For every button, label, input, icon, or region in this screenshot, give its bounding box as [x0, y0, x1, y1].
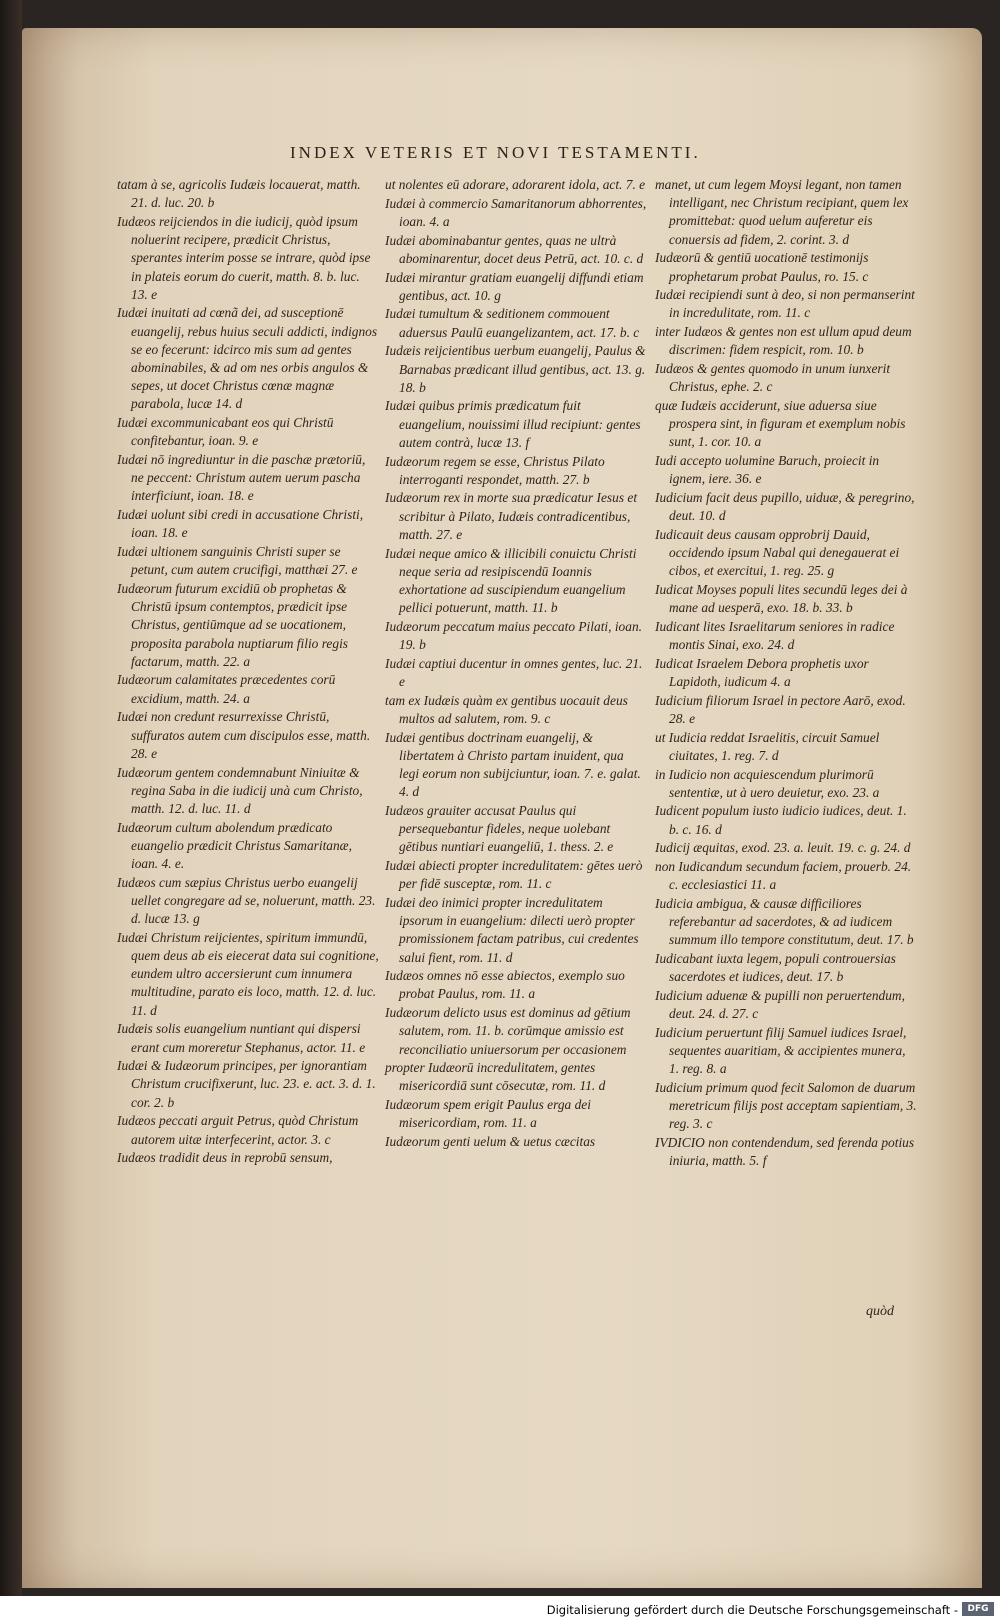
- index-entry: Iudicent populum iusto iudicio iudices, deut. 1. b. c. 16. d: [655, 803, 907, 837]
- index-entry: Iudæi & Iudæorum principes, per ignorantiam Christum crucifixerunt, luc. 23. e. act. 3. d. 1. cor. 2. b: [117, 1058, 376, 1110]
- index-entry: Iudicabant iuxta legem, populi controuersias sacerdotes et iudices, deut. 17. b: [655, 951, 896, 985]
- index-entry: Iudicat Israelem Debora prophetis uxor Lapidoth, iudicum 4. a: [655, 655, 869, 689]
- index-entry: Iudicium peruertunt filij Samuel iudices Israel, sequentes auaritiam, & accipientes munera, 1. reg. 8. a: [655, 1024, 907, 1077]
- index-entry: Iudæi inuitati ad cœnã dei, ad susceptionē euangelij, rebus huius seculi addicti, indignos se eo fecerunt: idcirco mis sum ad gentes abominabiles, & ad om nes orbis angulos & sepes, ut docet Christus cœnæ magnæ parabola, lucæ 14. d: [117, 305, 378, 412]
- dfg-logo: DFG: [962, 1602, 994, 1616]
- index-entry: Iudæi deo inimici propter incredulitatem ipsorum in euangelium: dilecti uerò propter promissionem factam patribus, cui credentes salui fient, rom. 11. d: [385, 894, 639, 965]
- index-entry: Iudæi mirantur gratiam euangelij diffundi etiam gentibus, act. 10. g: [385, 269, 644, 303]
- index-entry: Iudæorum rex in morte sua prædicatur Iesus et scribitur à Pilato, Iudæis contradicentibus, matth. 27. e: [385, 490, 638, 542]
- index-entry: Iudæorum delicto usus est dominus ad gētium salutem, rom. 11. b. corūmque amissio est reconciliatio uniuersorum per occasionem: [385, 1005, 631, 1057]
- index-entry: Iudicium primum quod fecit Salomon de duarum meretricum filijs post acceptam sapientiam, 3. reg. 3. c: [655, 1079, 917, 1132]
- index-column-1: [117, 176, 379, 1168]
- index-entry: Iudæi nō ingrediuntur in die paschæ prætoriū, ne peccent: Christum autem uerum pascha interficiunt, ioan. 18. e: [117, 452, 366, 504]
- running-head: INDEX VETERIS ET NOVI TESTAMENTI.: [290, 143, 701, 162]
- index-entry: Iudæi recipiendi sunt à deo, si non permanserint in incredulitate, rom. 11. c: [655, 287, 915, 321]
- index-entry: Iudæorū & gentiū uocationē testimonijs prophetarum probat Paulus, ro. 15. c: [655, 250, 869, 284]
- index-entry: in Iudicio non acquiescendum plurimorū sententiæ, ut à uero deuietur, exo. 23. a: [655, 766, 880, 800]
- digitization-footer: [0, 1596, 1000, 1622]
- index-entry: Iudæi Christum reijcientes, spiritum immundū, quem deus ab eis eiecerat data sui cognitione, eundem ultro accersierunt cum innumera multitudine, parato eis loco, matth. 12. d. luc. 11. d: [117, 929, 379, 1018]
- index-entry: Iudæi tumultum & seditionem commouent aduersus Paulū euangelizantem, act. 17. b. c: [385, 306, 640, 340]
- index-entry: Iudæi abominabantur gentes, quas ne ultrà abominarentur, docet deus Petrū, act. 10. c. d: [385, 232, 644, 266]
- index-entry: non Iudicandum secundum faciem, prouerb. 24. c. ecclesiastici 11. a: [655, 859, 912, 893]
- index-entry: Iudicat Moyses populi lites secundū leges dei à mane ad uesperā, exo. 18. b. 33. b: [655, 581, 908, 616]
- index-entry: Iudæos omnes nō esse abiectos, exemplo suo probat Paulus, rom. 11. a: [385, 968, 625, 1002]
- index-entry: Iudæos & gentes quomodo in unum iunxerit Christus, ephe. 2. c: [655, 361, 891, 395]
- index-entry: Iudæorum regem se esse, Christus Pilato interroganti respondet, matth. 27. b: [385, 453, 605, 487]
- index-entry: IVDICIO non contendendum, sed ferenda potius iniuria, matth. 5. f: [655, 1135, 915, 1169]
- index-entry: Iudæorum spem erigit Paulus erga dei misericordiam, rom. 11. a: [385, 1097, 591, 1131]
- index-entry: Iudæi à commercio Samaritanorum abhorrentes, ioan. 4. a: [385, 195, 647, 229]
- index-entry: Iudæis solis euangelium nuntiant qui dispersi erant cum moreretur Stephanus, actor. 11. e: [117, 1021, 366, 1055]
- index-entry: Iudæi uolunt sibi credi in accusatione Christi, ioan. 18. e: [117, 507, 364, 541]
- index-entry: tam ex Iudæis quàm ex gentibus uocauit deus multos ad salutem, rom. 9. c: [385, 692, 628, 726]
- index-entry: Iudæorum genti uelum & uetus cæcitas: [385, 1134, 596, 1150]
- index-entry: Iudæos cum sæpius Christus uerbo euangelij uellet congregare ad se, noluerunt, matth. 23. d. lucæ 13. g: [117, 874, 376, 927]
- index-entry: Iudæorum calamitates præcedentes corū excidium, matth. 24. a: [117, 672, 336, 706]
- index-entry: Iudæis reijcientibus uerbum euangelij, Paulus & Barnabas prædicant illud gentibus, act. 13. g. 18. b: [385, 343, 646, 395]
- index-entry: Iudicia ambigua, & causæ difficiliores referebantur ad sacerdotes, & ad iudicem summum illo tempore constitutum, deut. 17. b: [655, 895, 914, 948]
- index-entry: inter Iudæos & gentes non est ullum apud deum discrimen: fidem respicit, rom. 10. b: [655, 324, 912, 358]
- index-entry: Iudæi non credunt resurrexisse Christū, suffuratos autem cum discipulos esse, matth. 28. e: [117, 709, 371, 761]
- index-entry: propter Iudæorū incredulitatem, gentes misericordiā sunt cōsecutæ, rom. 11. d: [385, 1060, 606, 1094]
- index-entry: Iudicant lites Israelitarum seniores in radice montis Sinai, exo. 24. d: [655, 618, 895, 653]
- index-entry: Iudæorum peccatum maius peccato Pilati, ioan. 19. b: [385, 618, 642, 653]
- index-entry: Iudæi excommunicabant eos qui Christū confitebantur, ioan. 9. e: [117, 415, 334, 449]
- index-entry: ut nolentes eū adorare, adorarent idola, act. 7. e: [385, 177, 646, 192]
- footer-credit: Digitalisierung gefördert durch die Deutsche Forschungsgemeinschaft -: [546, 1603, 958, 1617]
- index-entry: quæ Iudæis acciderunt, siue aduersa siue prospera sint, in figuram et exemplum nobis sunt, 1. cor. 10. a: [655, 397, 906, 450]
- book-gutter: [0, 0, 22, 1596]
- index-entry: tatam à se, agricolis Iudæis locauerat, matth. 21. d. luc. 20. b: [117, 177, 361, 211]
- index-entry: Iudicium facit deus pupillo, uiduæ, & peregrino, deut. 10. d: [655, 489, 915, 524]
- index-entry: manet, ut cum legem Moysi legant, non tamen intelligant, nec Christum recipiant, quem lex promittebat: quod uelum auferetur eis conuersis ad fidem, 2. corint. 3. d: [655, 177, 909, 247]
- index-entry: Iudæos peccati arguit Petrus, quòd Christum autorem uitæ interfecerint, actor. 3. c: [117, 1113, 359, 1147]
- index-entry: ut Iudicia reddat Israelitis, circuit Samuel ciuitates, 1. reg. 7. d: [655, 729, 880, 763]
- index-entry: Iudæos grauiter accusat Paulus qui persequebantur fideles, neque uolebant gētibus nuntiari euangeliū, 1. thess. 2. e: [385, 802, 614, 855]
- index-entry: Iudæi captiui ducentur in omnes gentes, luc. 21. e: [385, 655, 643, 689]
- index-entry: Iudæos tradidit deus in reprobū sensum,: [117, 1150, 333, 1166]
- catchword: quòd: [866, 1304, 894, 1319]
- index-entry: Iudæi neque amico & illicibili conuictu Christi neque seria ad resipiscendū Ioannis exhortatione ad suscipiendum euangelium pellici potuerunt, matth. 11. b: [385, 545, 637, 616]
- index-column-3: [655, 176, 917, 1171]
- index-entry: Iudæi quibus primis prædicatum fuit euangelium, nouissimi illud recipiunt: gentes autem contrà, lucæ 13. f: [385, 398, 641, 450]
- index-entry: Iudæorum gentem condemnabunt Niniuitæ & regina Saba in die iudicij unà cum Christo, matth. 12. d. luc. 11. d: [117, 764, 363, 816]
- index-entry: Iudicauit deus causam opprobrij Dauid, occidendo ipsum Nabal qui denegauerat ei cibos, et exercitui, 1. reg. 25. g: [655, 526, 900, 579]
- index-entry: Iudæi gentibus doctrinam euangelij, & libertatem à Christo partam inuident, qua legi eorum non subijciuntur, ioan. 7. e. galat. 4. d: [385, 729, 641, 800]
- index-entry: Iudæorum cultum abolendum prædicato euangelio prædicit Christus Samaritanæ, ioan. 4. e.: [117, 819, 352, 872]
- index-entry: Iudi accepto uolumine Baruch, proiecit in ignem, iere. 36. e: [655, 453, 880, 487]
- index-entry: Iudæorum futurum excidiū ob prophetas & Christū ipsum contemptos, prædicit ipse Christus, gentiūmque ad se uocationem, proposita parabola nuptiarum filio regis factarum, matth. 22. a: [117, 580, 348, 669]
- index-entry: Iudæos reijciendos in die iudicij, quòd ipsum noluerint recipere, prædicit Christus, sperantes interim posse se intrare, quòd ipse in plateis eorum do cuerit, matth. 8. b. luc. 13. e: [117, 213, 371, 302]
- index-entry: Iudicium filiorum Israel in pectore Aarō, exod. 28. e: [655, 692, 906, 726]
- index-entry: Iudæi ultionem sanguinis Christi super se petunt, cum autem crucifigi, matthæi 27. e: [117, 544, 358, 578]
- index-entry: Iudicij æquitas, exod. 23. a. leuit. 19. c. g. 24. d: [655, 840, 911, 856]
- index-entry: Iudæi abiecti propter incredulitatem: gētes uerò per fidē susceptæ, rom. 11. c: [385, 858, 643, 892]
- index-column-2: [385, 176, 647, 1152]
- index-entry: Iudicium aduenæ & pupilli non peruertendum, deut. 24. d. 27. c: [655, 987, 905, 1022]
